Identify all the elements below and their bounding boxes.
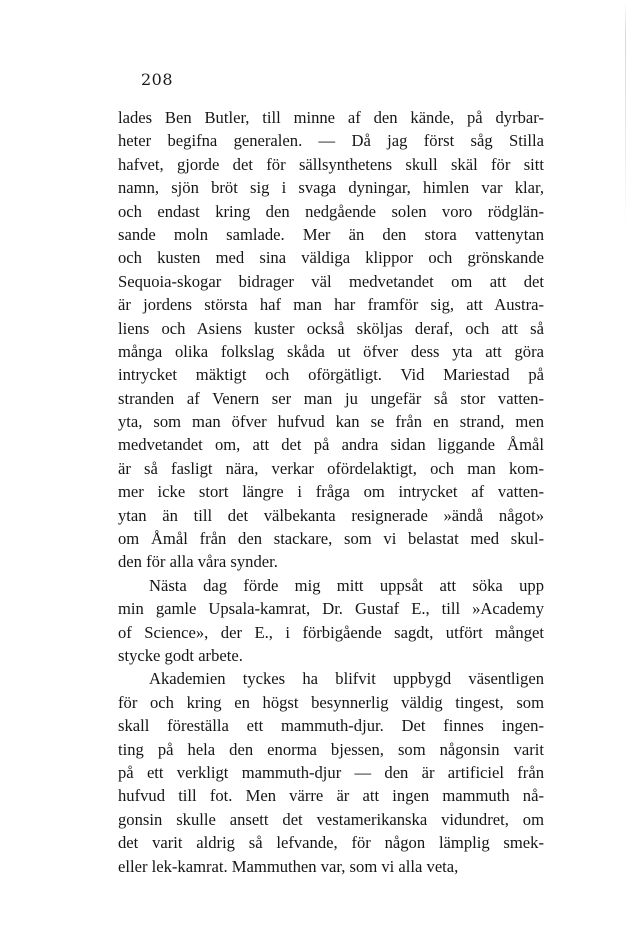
page-edge-shadow bbox=[625, 0, 626, 230]
text-line: yta, som man öfver hufvud kan se från en strand, men bbox=[118, 412, 544, 432]
text-line: är jordens största haf man har framför sig, att Austra- bbox=[118, 295, 544, 315]
page-number: 208 bbox=[141, 70, 174, 89]
text-line: den för alla våra synder. bbox=[118, 552, 278, 572]
text-line: är så fasligt nära, verkar ofördelaktigt, och man kom- bbox=[118, 458, 544, 478]
text-line: hufvud till fot. Men värre är att ingen mammuth nå- bbox=[118, 786, 544, 806]
text-line: Nästa dag förde mig mitt uppsåt att söka upp bbox=[149, 575, 544, 595]
text-line: och kusten med sina väldiga klippor och grönskande bbox=[118, 248, 544, 268]
text-line: Akademien tyckes ha blifvit uppbygd väsentligen bbox=[149, 669, 544, 689]
text-line: hafvet, gjorde det för sällsynthetens skull skäl för sitt bbox=[118, 154, 544, 174]
text-line: intrycket mäktigt och oförgätligt. Vid Mariestad på bbox=[118, 365, 544, 385]
text-line: min gamle Upsala-kamrat, Dr. Gustaf E., till »Academy bbox=[118, 599, 544, 619]
text-line: lades Ben Butler, till minne af den kände, på dyrbar- bbox=[118, 108, 544, 127]
text-line: och endast kring den nedgående solen voro rödglän- bbox=[118, 201, 544, 221]
body-text bbox=[118, 106, 544, 878]
text-line: namn, sjön bröt sig i svaga dyningar, himlen var klar, bbox=[118, 178, 544, 198]
text-line: sande moln samlade. Mer än den stora vattenytan bbox=[118, 224, 544, 244]
paragraph bbox=[118, 106, 544, 574]
text-line: många olika folkslag skåda ut öfver dess yta att göra bbox=[118, 341, 544, 361]
text-line: mer icke stort längre i fråga om intrycket af vatten- bbox=[118, 482, 544, 502]
text-line: om Åmål från den stackare, som vi belastat med skul- bbox=[118, 529, 544, 549]
text-line: of Science», der E., i förbigående sagdt, utfört månget bbox=[118, 622, 544, 642]
paragraph bbox=[118, 574, 544, 668]
text-line: ting på hela den enorma bjessen, som någonsin varit bbox=[118, 739, 544, 759]
text-line: gonsin skulle ansett det vestamerikanska vidundret, om bbox=[118, 809, 544, 829]
text-line: för och kring en högst besynnerlig väldig tingest, som bbox=[118, 692, 544, 712]
text-line: Sequoia-skogar bidrager väl medvetandet om att det bbox=[118, 271, 544, 291]
text-line: skall föreställa ett mammuth-djur. Det finnes ingen- bbox=[118, 716, 544, 736]
text-line: liens och Asiens kuster också sköljas deraf, och att så bbox=[118, 318, 544, 338]
text-line: det varit aldrig så lefvande, för någon lämplig smek- bbox=[118, 833, 544, 853]
text-line: på ett verkligt mammuth-djur — den är artificiel från bbox=[118, 762, 544, 782]
paragraph bbox=[118, 667, 544, 878]
text-line: stranden af Venern ser man ju ungefär så stor vatten- bbox=[118, 388, 544, 408]
text-line: ytan än till det välbekanta resignerade »ändå något» bbox=[118, 505, 544, 525]
text-line: heter begifna generalen. — Då jag först såg Stilla bbox=[118, 131, 544, 151]
text-line: medvetandet om, att det på andra sidan liggande Åmål bbox=[118, 435, 544, 455]
text-line: stycke godt arbete. bbox=[118, 645, 243, 665]
text-line: eller lek-kamrat. Mammuthen var, som vi alla veta, bbox=[118, 856, 459, 876]
